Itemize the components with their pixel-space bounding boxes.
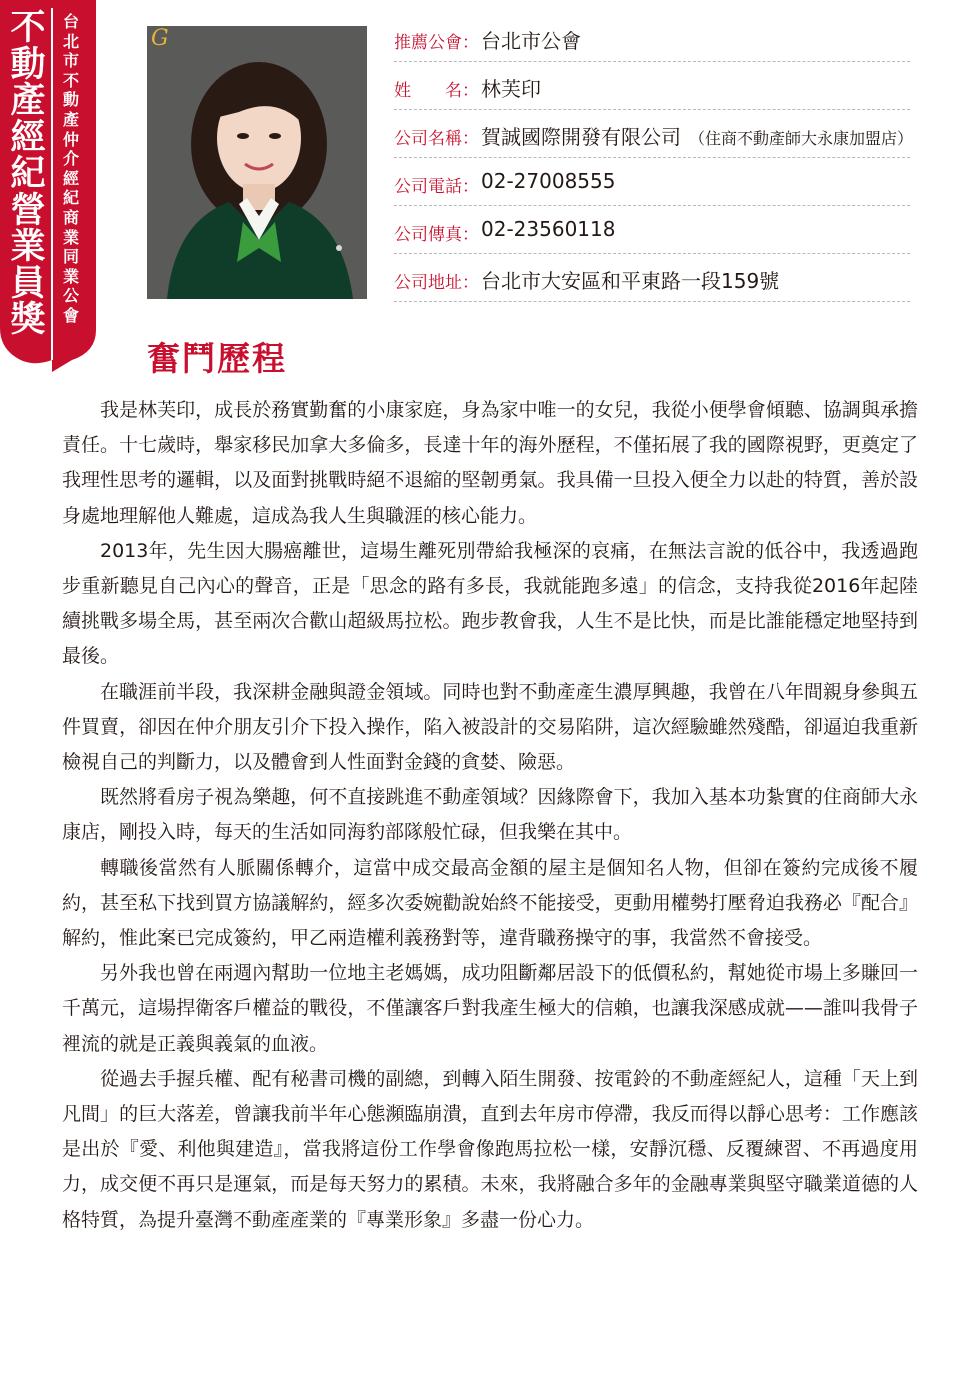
company-name: 賀誠國際開發有限公司 [481,125,681,149]
portrait-photo [147,26,367,299]
info-value: 02-23560118 [481,217,616,241]
company-note: （住商不動產師大永康加盟店） [689,129,914,148]
info-row-company [394,110,914,158]
info-label: 公司地址： [394,273,479,293]
info-row-name [394,62,910,110]
portrait-illustration [147,26,367,299]
award-title: 不動產經紀營業員獎 [10,8,46,340]
paragraph: 從過去手握兵權、配有秘書司機的副總，到轉入陌生開發、按電鈴的不動產經紀人，這種「天上到凡間」的巨大落差，曾讓我前半年心態瀕臨崩潰，直到去年房市停滯，我反而得以靜心思考：工作應該是出於『愛、利他與建造』，當我將這份工作學會像跑馬拉松一樣，安靜沉穩、反覆練習、不再過度用力，成交便不再只是運氣，而是每天努力的累積。未來，我將融合多年的金融專業與堅守職業道德的人格特質，為提升臺灣不動產產業的『專業形象』多盡一份心力。 [62,1067,918,1231]
info-value-group [481,121,913,150]
paragraph: 轉職後當然有人脈關係轉介，這當中成交最高金額的屋主是個知名人物，但卻在簽約完成後不履約，甚至私下找到買方協議解約，經多次委婉勸說始終不能接受，更動用權勢打壓脅迫我務必『配合』解約，惟此案已完成簽約，甲乙兩造權利義務對等，違背職務操守的事，我當然不會接受。 [62,856,918,950]
section-title: 奮鬥歷程 [147,339,287,378]
info-row-association [394,14,910,62]
photo-mark: G [151,26,169,51]
info-label: 公司名稱： [394,129,479,149]
info-row-fax [394,206,910,254]
paragraph: 另外我也曾在兩週內幫助一位地主老媽媽，成功阻斷鄰居設下的低價私約，幫她從市場上多賺回一千萬元，這場捍衛客戶權益的戰役，不僅讓客戶對我產生極大的信賴，也讓我深感成就——誰叫我骨子裡流的就是正義與義氣的血液。 [62,962,918,1055]
info-label: 姓 名： [394,81,479,101]
info-value: 台北市大安區和平東路一段159號 [481,269,780,293]
article-body [62,393,918,1238]
info-label: 公司電話： [394,177,479,197]
info-row-address [394,254,910,302]
info-value: 02-27008555 [481,169,616,193]
paragraph: 在職涯前半段，我深耕金融與證金領域。同時也對不動產產生濃厚興趣，我曾在八年間親身參與五件買賣，卻因在仲介朋友引介下投入操作，陷入被設計的交易陷阱，這次經驗雖然殘酷，卻逼迫我重新檢視自己的判斷力，以及體會到人性面對金錢的貪婪、險惡。 [62,680,918,774]
info-row-phone [394,158,910,206]
paragraph: 我是林芙印，成長於務實勤奮的小康家庭，身為家中唯一的女兒，我從小便學會傾聽、協調與承擔責任。十七歲時，舉家移民加拿大多倫多，長達十年的海外歷程，不僅拓展了我的國際視野，更奠定了我理性思考的邏輯，以及面對挑戰時絕不退縮的堅韌勇氣。我具備一旦投入便全力以赴的特質，善於設身處地理解他人難處，這成為我人生與職涯的核心能力。 [62,399,918,527]
award-banner [0,0,96,375]
profile-info-list [394,14,914,302]
info-value: 林芙印 [481,77,541,101]
organization-name: 台北市不動產仲介經紀商業同業公會 [62,12,79,325]
paragraph: 既然將看房子視為樂趣，何不直接跳進不動產領域？因緣際會下，我加入基本功紮實的住商師大永康店，剛投入時，每天的生活如同海豹部隊般忙碌，但我樂在其中。 [62,786,918,844]
paragraph: 2013年，先生因大腸癌離世，這場生離死別帶給我極深的哀痛，在無法言說的低谷中，我透過跑步重新聽見自己內心的聲音，正是「思念的路有多長，我就能跑多遠」的信念，支持我從2016年起陸續挑戰多場全馬，甚至兩次合歡山超級馬拉松。跑步教會我，人生不是比快，而是比誰能穩定地堅持到最後。 [62,539,918,668]
info-label: 公司傳真： [394,225,479,245]
info-label: 推薦公會： [394,33,479,53]
info-value: 台北市公會 [481,29,581,53]
